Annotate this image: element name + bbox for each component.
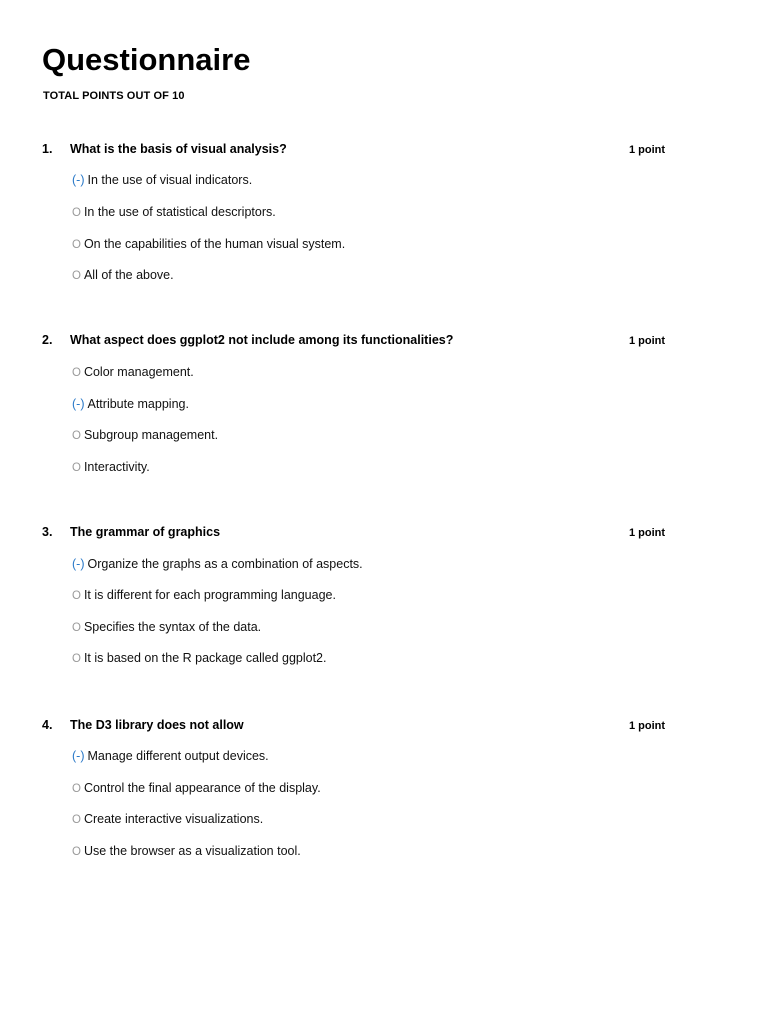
option-label: In the use of visual indicators. xyxy=(87,173,253,187)
unselected-option-marker: O xyxy=(72,814,81,826)
unselected-option-marker: O xyxy=(72,590,81,602)
question-number: 4. xyxy=(42,718,53,732)
unselected-option-marker: O xyxy=(72,367,81,379)
option-label: Create interactive visualizations. xyxy=(83,812,264,826)
unselected-option-marker: O xyxy=(72,270,81,282)
unselected-option-marker: O xyxy=(72,783,81,795)
answer-option[interactable] xyxy=(72,363,194,381)
option-label: Manage different output devices. xyxy=(87,749,269,763)
answer-option[interactable] xyxy=(72,266,174,284)
answer-option[interactable] xyxy=(72,426,218,444)
option-label: Control the final appearance of the display. xyxy=(83,781,321,795)
selected-option-marker: (-) xyxy=(72,749,85,763)
question-points: 1 point xyxy=(629,335,666,347)
option-label: Color management. xyxy=(83,365,194,379)
answer-option[interactable] xyxy=(72,649,326,667)
question-text: What is the basis of visual analysis? xyxy=(70,142,287,156)
unselected-option-marker: O xyxy=(72,622,81,634)
question-number: 3. xyxy=(42,525,53,539)
answer-option[interactable] xyxy=(72,586,336,604)
unselected-option-marker: O xyxy=(72,653,81,665)
answer-option[interactable] xyxy=(72,747,269,765)
option-label: Subgroup management. xyxy=(83,428,219,442)
option-label: Attribute mapping. xyxy=(87,397,189,411)
question-header xyxy=(0,331,768,349)
option-label: It is based on the R package called ggplot2. xyxy=(83,651,327,665)
option-label: In the use of statistical descriptors. xyxy=(83,205,276,219)
unselected-option-marker: O xyxy=(72,430,81,442)
answer-option[interactable] xyxy=(72,810,263,828)
question-number: 1. xyxy=(42,142,53,156)
unselected-option-marker: O xyxy=(72,207,81,219)
answer-option[interactable] xyxy=(72,171,252,189)
option-label: Use the browser as a visualization tool. xyxy=(83,844,301,858)
option-label: All of the above. xyxy=(83,268,174,282)
unselected-option-marker: O xyxy=(72,846,81,858)
unselected-option-marker: O xyxy=(72,462,81,474)
answer-option[interactable] xyxy=(72,203,276,221)
selected-option-marker: (-) xyxy=(72,557,85,571)
question-header xyxy=(0,523,768,541)
total-points-label: TOTAL POINTS OUT OF 10 xyxy=(43,90,185,102)
question-text: The D3 library does not allow xyxy=(70,718,244,732)
option-label: Specifies the syntax of the data. xyxy=(83,620,262,634)
question-points: 1 point xyxy=(629,527,666,539)
selected-option-marker: (-) xyxy=(72,397,85,411)
question-number: 2. xyxy=(42,333,53,347)
option-label: It is different for each programming language. xyxy=(83,588,336,602)
answer-option[interactable] xyxy=(72,779,321,797)
answer-option[interactable] xyxy=(72,842,301,860)
answer-option[interactable] xyxy=(72,235,345,253)
question-points: 1 point xyxy=(629,144,666,156)
page-title: Questionnaire xyxy=(42,42,251,77)
question-header xyxy=(0,716,768,734)
answer-option[interactable] xyxy=(72,395,189,413)
question-points: 1 point xyxy=(629,720,666,732)
selected-option-marker: (-) xyxy=(72,173,85,187)
answer-option[interactable] xyxy=(72,618,261,636)
answer-option[interactable] xyxy=(72,458,150,476)
question-text: The grammar of graphics xyxy=(70,525,221,539)
unselected-option-marker: O xyxy=(72,239,81,251)
option-label: Interactivity. xyxy=(83,460,150,474)
option-label: Organize the graphs as a combination of aspects. xyxy=(87,557,363,571)
question-text: What aspect does ggplot2 not include among its functionalities? xyxy=(70,333,454,347)
option-label: On the capabilities of the human visual system. xyxy=(83,237,346,251)
question-header xyxy=(0,140,768,158)
answer-option[interactable] xyxy=(72,555,363,573)
